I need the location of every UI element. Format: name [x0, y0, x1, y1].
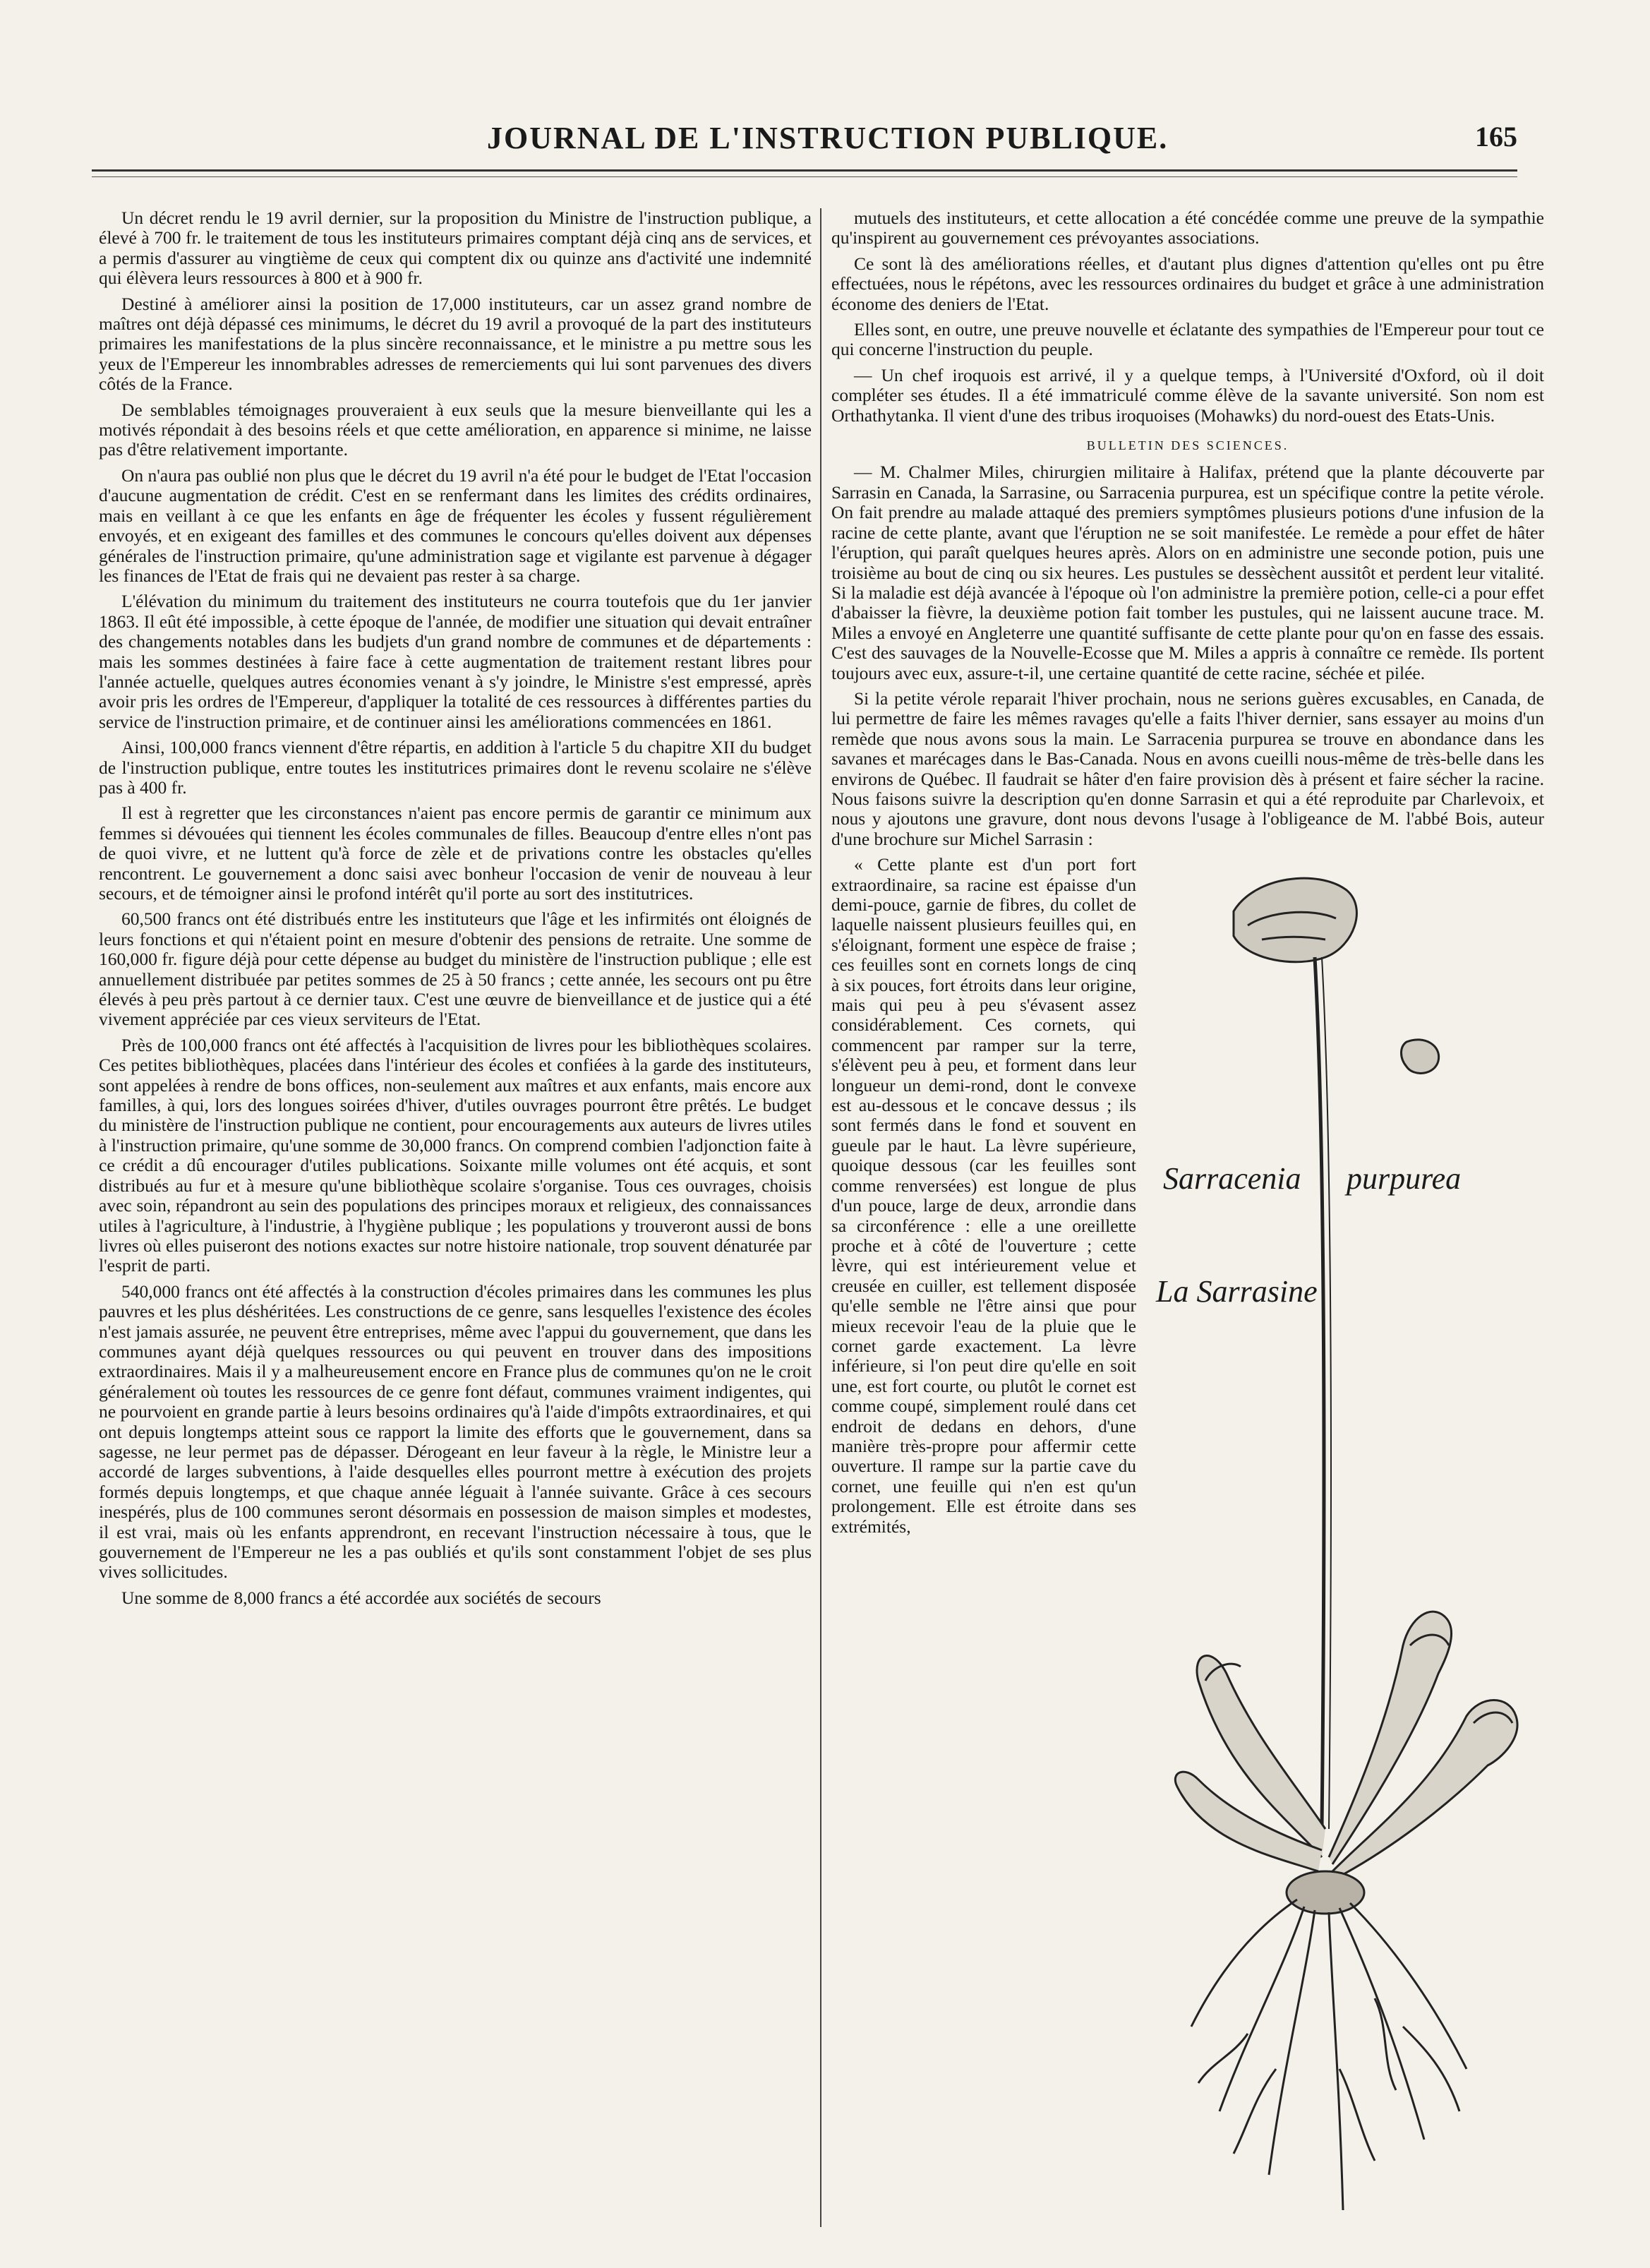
paragraph: Près de 100,000 francs ont été affectés à l'acquisition de livres pour les bibliothèques scolaires. Ces petites bibliothèques, placées dans l'intérieur des écoles et confiées à la garde des instituteurs, sont appelées à rendre de bons offices, non-seulement aux maîtres et aux enfants, mais encore aux familles, à qui, lors des longues soirées d'hiver, d'utiles ouvrages pourront être prêtés. Le budget du ministère de l'instruction publique ne contient, pour encouragements aux auteurs de livres utiles à l'instruction primaire, qu'une somme de 30,000 francs. On comprend combien l'adjonction faite à ce crédit a dû encourager d'utiles publications. Soixante mille volumes ont été acquis, et sont distribués au fur et à mesure qu'une bibliothèque scolaire s'organise. Tous ces ouvrages, choisis avec soin, répandront au sein des populations des principes moraux et religieux, des connaissances utiles à l'agriculture, à l'industrie, à l'hygiène publique ; les populations y trouveront aussi de bons livres où elles puiseront des notions exactes sur notre histoire nationale, trop souvent dénaturée par l'esprit de parti. [99, 1034, 812, 1276]
column-divider [820, 208, 821, 2227]
paragraph: mutuels des instituteurs, et cette allocation a été concédée comme une preuve de la sympathie qu'inspirent au gouvernement ces prévoyantes associations. [831, 208, 1544, 248]
paragraph: Si la petite vérole reparait l'hiver prochain, nous ne serions guères excusables, en Canada, de lui permettre de faire les mêmes ravages qu'elle a faits l'hiver dernier, sans essayer au moins d'un remède que nous avons sous la main. Le Sarracenia purpurea se trouve en abondance dans les savanes et marécages dans le Bas-Canada. Nous en avons cueilli nous-même de très-belle dans les environs de Québec. Il faudrait se hâter d'en faire provision dès à présent et faire sécher la racine. Nous faisons suivre la description qu'en donne Sarrasin et qui a été reproduite par Charlevoix, et nous y ajoutons une gravure, dont nous devons l'usage à l'obligeance de M. l'abbé Bois, auteur d'une brochure sur Michel Sarrasin : [831, 688, 1544, 849]
paragraph: 60,500 francs ont été distribués entre les instituteurs que l'âge et les infirmités ont éloignés de leurs fonctions et qui n'étaient point en mesure d'obtenir des pensions de retraite. Une somme de 160,000 fr. figure déjà pour cette dépense au budget du ministère de l'instruction publique ; elle est annuellement distribuée par petites sommes de 25 à 50 francs ; cette année, les secours ont pu être élevés à peu près partout à ce dernier taux. C'est une œuvre de bienveillance et de justice qui a été vivement appréciée par ces vieux serviteurs de l'Etat. [99, 908, 812, 1030]
paragraph: L'élévation du minimum du traitement des instituteurs ne courra toutefois que du 1er janvier 1863. Il eût été impossible, à cette époque de l'année, de modifier une situation qui devait entraîner des changements notables dans les budjets d'un grand nombre de communes et de départements : mais les sommes destinées à faire face à cette augmentation de traitement restant libres pour l'année actuelle, quelques autres économies venant à s'y joindre, le Ministre s'est empressé, après avoir pris les ordres de l'Empereur, d'appliquer la totalité de ces ressources à différentes parties du service de l'instruction primaire, et de continuer ainsi les améliorations commencées en 1861. [99, 591, 812, 732]
illustration-label-common: La Sarrasine [1156, 1274, 1318, 1309]
left-column [99, 208, 812, 2227]
plant-description-text [831, 855, 1136, 1537]
quote-paragraph: « Cette plante est d'un port fort extraordinaire, sa racine est épaisse d'un demi-pouce, garnie de fibres, du collet de laquelle naissent plusieurs feuilles qui, en s'éloignant, forment une espèce de fraise ; ces feuilles sont en cornets longs de cinq à six pouces, fort étroits dans leur origine, mais qui peu à peu s'évasent assez considérablement. Ces cornets, qui commencent par ramper sur la terre, s'élèvent peu à peu, et forment dans leur longueur un demi-rond, dont le convexe est au-dessous et le concave dessus ; ils sont fermés dans le fond et souvent en gueule par le haut. La lèvre supérieure, quoique dessous (car les feuilles sont comme renversées) est longue de plus d'un pouce, large de deux, arrondie dans sa circonférence : elle a une oreillette proche et à côté de l'ouverture ; cette lèvre, qui est intérieurement velue et creusée en cuiller, est tellement disposée qu'elle semble ne l'être ainsi que pour mieux recevoir l'eau de la pluie que le cornet garde exactement. La lèvre inférieure, si l'on peut dire qu'elle en soit une, est fort courte, ou plutôt le cornet est comme coupé, simplement roulé dans cet endroit de dedans en dehors, d'une manière très-propre pour affermir cette ouverture. Il rampe sur la partie cave du cornet, une feuille qui n'en est qu'un prolongement. Elle est étroite dans ses extrémités, [831, 854, 1136, 1537]
sarracenia-plant-icon [1163, 869, 1544, 2227]
paragraph: Il est à regretter que les circonstances n'aient pas encore permis de garantir ce minimum aux femmes si dévouées qui tiennent les écoles communales de filles. Beaucoup d'entre elles n'ont pas de quoi vivre, et ne luttent qu'à force de zèle et de privations contre les obstacles qu'elles rencontrent. Le gouvernement a donc saisi avec bonheur l'occasion de venir de nouveau à leur secours, et de témoigner ainsi le profond intérêt qu'il porte au sort des institutrices. [99, 803, 812, 904]
paragraph: Destiné à améliorer ainsi la position de 17,000 instituteurs, car un assez grand nombre de maîtres ont déjà dépassé ces minimums, le décret du 19 avril a provoqué de la part des instituteurs primaires les manifestations de la plus sincère reconnaissance, et le ministre a pu mettre sous les yeux de l'Empereur les innombrables adresses de remerciements qui lui sont parvenues des divers côtés de la France. [99, 293, 812, 395]
section-heading: BULLETIN DES SCIENCES. [1086, 438, 1289, 453]
sarracenia-illustration [1156, 869, 1544, 2227]
paragraph: Un décret rendu le 19 avril dernier, sur la proposition du Ministre de l'instruction publique, a élevé à 700 fr. le traitement de tous les instituteurs primaires comptant déjà cinq ans de services, et a permis d'assurer au vingtième de ceux qui comptent dix ou quinze ans d'activité une indemnité qui élèvera leurs ressources à 800 et à 900 fr. [99, 208, 812, 289]
journal-title: JOURNAL DE L'INSTRUCTION PUBLIQUE. [487, 121, 1169, 155]
header-rule-thin [92, 176, 1517, 177]
right-column [831, 208, 1544, 2227]
paragraph: On n'aura pas oublié non plus que le décret du 19 avril n'a été pour le budget de l'Etat l'occasion d'aucune augmentation de crédit. C'est en se renfermant dans les limites des crédits ordinaires, mais en veillant à ce que les enfants en âge de fréquenter les écoles y fussent régulièrement envoyés, et en exigeant des familles et des communes le concours qu'elles doivent aux dépenses générales de l'instruction primaire, qu'une administration sage et vigilante est parvenue à dégager les finances de l'Etat de frais qui ne devaient pas rester à sa charge. [99, 464, 812, 586]
paragraph: Elles sont, en outre, une preuve nouvelle et éclatante des sympathies de l'Empereur pour tout ce qui concerne l'instruction du peuple. [831, 319, 1544, 360]
paragraph: 540,000 francs ont été affectés à la construction d'écoles primaires dans les communes les plus pauvres et les plus déshéritées. Les constructions de ce genre, sans lesquelles l'existence des écoles n'est jamais assurée, ne peuvent être entreprises, même avec l'appui du gouvernement, que dans les communes ayant déjà quelques ressources ou qui peuvent en trouver dans des impositions extraordinaires. Mais il y a malheureusement encore en France plus de communes qu'on ne le croit généralement où toutes les ressources de ce genre font défaut, communes vraiment indigentes, qui ne pourvoient en grande partie à leurs besoins ordinaires qu'à l'aide d'impôts extraordinaires, et qui ont depuis longtemps atteint sous ce rapport la limite des efforts que le gouvernement, dans sa sagesse, ne leur permet pas de dépasser. Dérogeant en leur faveur à la règle, le Ministre leur a accordé de larges subventions, à l'aide desquelles elles pourront mettre à exécution des projets formés depuis longtemps, et que chaque année léguait à l'année suivante. Grâce à ces secours inespérés, plus de 100 communes seront désormais en possession de maison simples et modestes, il est vrai, mais où les enfants apprendront, en recevant l'instruction nécessaire à tous, que le gouvernement de l'Empereur ne les a pas oubliés et qu'ils sont constamment l'objet de ses plus vives sollicitudes. [99, 1280, 812, 1583]
page-header [92, 120, 1517, 162]
paragraph: — Un chef iroquois est arrivé, il y a quelque temps, à l'Université d'Oxford, où il doit compléter ses études. Il a été immatriculé comme élève de la savante université. Son nom est Orthathytanka. Il vient d'une des tribus iroquoises (Mohawks) du nord-ouest des Etats-Unis. [831, 364, 1544, 426]
header-rule [92, 169, 1517, 172]
paragraph: Une somme de 8,000 francs a été accordée aux sociétés de secours [121, 1587, 601, 1608]
page-number: 165 [1475, 121, 1517, 152]
paragraph: De semblables témoignages prouveraient à eux seuls que la mesure bienveillante qui les a motivés répondait à des besoins réels et que cette amélioration, en apparence si minime, ne laisse pas d'être relativement importante. [99, 399, 812, 460]
illustration-label-genus: Sarracenia [1163, 1161, 1301, 1196]
paragraph: — M. Chalmer Miles, chirurgien militaire à Halifax, prétend que la plante découverte par Sarrasin en Canada, la Sarrasine, ou Sarracenia purpurea, est un spécifique contre la petite vérole. On fait prendre au malade attaqué des premiers symptômes plusieurs potions d'une infusion de la racine de cette plante, avant que l'éruption ne se soit manifestée. Le remède a pour effet de hâter l'éruption, qui paraît quelques heures après. Alors on en administre une seconde potion, puis une troisième au bout de cinq ou six heures. Les pustules se dessèchent aussitôt et perdent leur vitalité. Si la maladie est déjà avancée à l'époque où l'on administre la première potion, celle-ci a pour effet d'abaisser la fièvre, la deuxième potion fait tomber les pustules, qui ne laissent aucune trace. M. Miles a envoyé en Angleterre une quantité suffisante de cette plante pour qu'on en fasse des essais. C'est des sauvages de la Nouvelle-Ecosse que M. Miles a appris à connaître ce remède. Ils portent toujours avec eux, assure-t-il, une certaine quantité de cette racine, séchée et pilée. [831, 462, 1544, 683]
illustrated-description [831, 855, 1544, 1537]
illustration-label-species: purpurea [1347, 1161, 1462, 1196]
paragraph: Ainsi, 100,000 francs viennent d'être répartis, en addition à l'article 5 du chapitre XII du budget de l'instruction publique, entre toutes les institutrices primaires dont le revenu scolaire ne s'élève pas à 400 fr. [99, 737, 812, 798]
paragraph: Ce sont là des améliorations réelles, et d'autant plus dignes d'attention qu'elles ont pu être effectuées, nous le répétons, avec les ressources ordinaires du budget et grâce à une administration économe des deniers de l'Etat. [831, 253, 1544, 314]
